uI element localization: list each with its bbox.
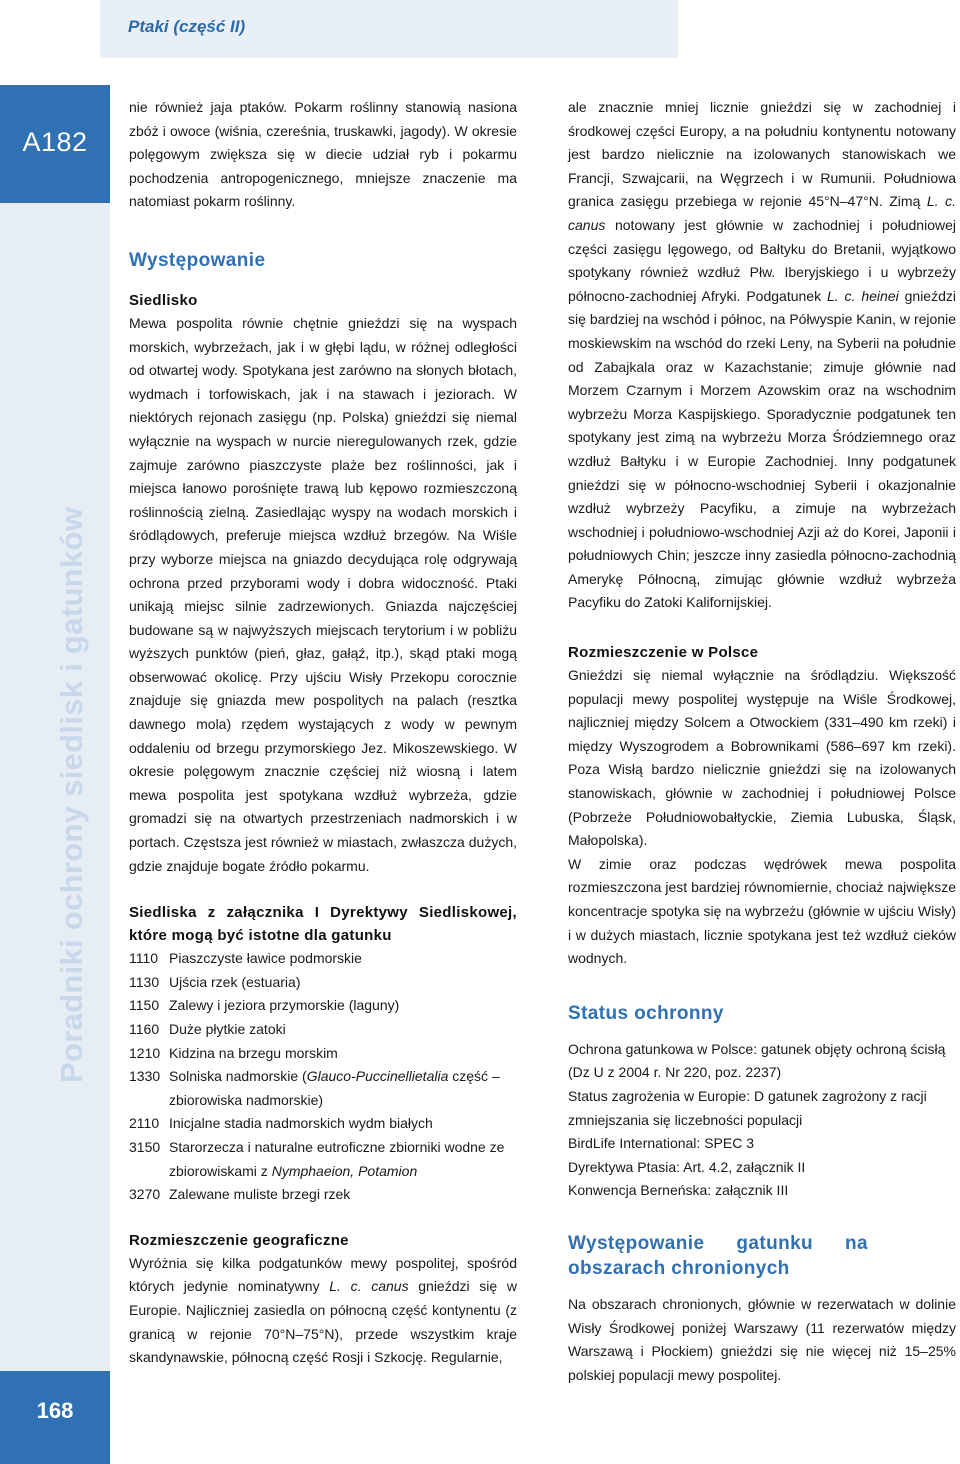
poland-paragraph-1: Gnieździ się niemal wyłącznie na śródlądziu. Większość populacji mewy pospolitej występuje na Wiśle Środkowej, najliczniej między Solcem a Otwockiem (331–490 km rzeki) i między Wyszogrodem a Bobrownikami (586–697 km rzeki). Poza Wisłą bardzo nielicznie gnieździ się na izolowanych stanowiskach, głównie w zachodniej i południowej Polsce (Pobrzeże Południowobałtyckie, Ziemia Lubuska, Śląsk, Małopolska). xyxy=(568,667,956,849)
annex-name: Inicjalne stadia nadmorskich wydm białych xyxy=(169,1115,433,1132)
page-number-box xyxy=(0,1371,110,1464)
annex-heading: Siedliska z załącznika I Dyrektywy Siedliskowej, które mogą być istotne dla gatunku xyxy=(129,904,517,945)
annex-code: 1330 xyxy=(129,1068,161,1085)
status-line: Ochrona gatunkowa w Polsce: gatunek objęty ochroną ścisłą (Dz U z 2004 r. Nr 220, poz. 2237) xyxy=(568,1040,946,1081)
species-code-box xyxy=(0,85,110,203)
annex-code: 2110 xyxy=(129,1115,160,1132)
annex-item xyxy=(129,1112,517,1136)
annex-code: 3270 xyxy=(129,1186,161,1203)
poland-paragraph-2: W zimie oraz podczas wędrówek mewa pospolita rozmieszczona jest bardziej równomiernie, chociaż największe koncentracje spotyka się na wybrzeżu (głównie w ujściu Wisły) i w dużych miastach, licznie spotykana jest też wzdłuż cieków wodnych. xyxy=(568,855,956,967)
status-line: Status zagrożenia w Europie: D gatunek zagrożony z racji zmniejszania się liczebności populacji xyxy=(568,1087,927,1128)
status-list xyxy=(568,1038,956,1203)
annex-name-part: Starorzecza i naturalne eutroficzne zbiorniki wodne ze zbiorowiskami z xyxy=(169,1138,505,1179)
geo-continued-paragraph: ale znacznie mniej licznie gnieździ się w zachodniej i środkowej części Europy, a na południu kontynentu notowany jest bardzo nielicznie na izolowanych stanowiskach we Francji, Szwajcarii, na Węgrzech i w Rumunii. Południowa granica zasięgu przebiega w rejonie 45°N–47°N. Zimą L. c. canus notowany jest głównie w zachodniej i południowej części zasięgu lęgowego, od Bałtyku do Bretanii, wyjątkowo spotykany również wzdłuż Płw. Iberyjskiego i u wybrzeży północno-zachodniej Afryki. Podgatunek L. c. heinei gnieździ się bardziej na wschód i północ, na Półwyspie Kanin, w rejonie moskiewskim na wschód do rzeki Leny, na Syberii na południe od Zabajkala oraz w Kazachstanie; zimuje głównie nad Morzem Czarnym i Morzem Azowskim oraz na wschodnim wybrzeżu Morza Kaspijskiego. Sporadycznie podgatunek ten spotykany jest zimą na wybrzeżu Morza Śródziemnego oraz wzdłuż Bałtyku i w Europie Zachodniej. Inny podgatunek gnieździ się w północno-wschodniej Syberii i okazjonalnie wzdłuż wybrzeży Pacyfiku, a zimuje na wybrzeżach wschodniej i południowo-wschodniej Azji aż do Korei, Japonii i południowych Chin; jeszcze inny zasiedla północno-zachodnią Amerykę Północną, zimując głównie wzdłuż wybrzeża Pacyfiku do Zatoki Kalifornijskiej. xyxy=(568,99,956,611)
annex-name: Zalewane muliste brzegi rzek xyxy=(169,1186,351,1203)
status-heading: Status ochronny xyxy=(568,1002,724,1024)
poland-heading: Rozmieszczenie w Polsce xyxy=(568,644,759,662)
annex-item xyxy=(129,1018,517,1042)
annex-name-part: Solniska nadmorskie ( xyxy=(169,1068,307,1085)
page-number: 168 xyxy=(36,1398,74,1423)
annex-item xyxy=(129,1183,517,1207)
page-header-title: Ptaki (część II) xyxy=(128,17,246,36)
annex-item xyxy=(129,1042,517,1066)
status-line: Dyrektywa Ptasia: Art. 4.2, załącznik II xyxy=(568,1158,806,1175)
annex-name: Piaszczyste ławice podmorskie xyxy=(169,950,362,967)
annex-code: 1150 xyxy=(129,997,160,1014)
annex-name-latin: Glauco-Puccinellietalia xyxy=(306,1068,449,1085)
annex-name: Kidzina na brzegu morskim xyxy=(169,1044,338,1061)
species-code: A182 xyxy=(22,127,88,157)
intro-paragraph: nie również jaja ptaków. Pokarm roślinny stanowią nasiona zbóż i owoce (wiśnia, czereśnia, truskawki, jagody). W okresie polęgowym zwiększa się w diecie udział ryb i pokarmu pochodzenia antropogenicznego, mniejsze znaczenie ma natomiast pokarm roślinny. xyxy=(129,99,517,210)
geo-paragraph: Wyróżnia się kilka podgatunków mewy pospolitej, spośród których jedynie nominatywny L. c. canus gnieździ się w Europie. Najliczniej zasiedla on północną część kontynentu (z granicą w rejonie 70°N–75°N), przede wszystkim kraje skandynawskie, północną część Rosji i Szkocję. Regularnie, xyxy=(129,1254,517,1366)
annex-code: 3150 xyxy=(129,1138,161,1155)
annex-item xyxy=(129,1065,517,1112)
annex-item xyxy=(129,947,517,971)
annex-item xyxy=(129,971,517,995)
annex-item xyxy=(129,994,517,1018)
habitat-heading: Siedlisko xyxy=(129,291,198,309)
right-column xyxy=(568,96,956,1387)
habitat-paragraph: Mewa pospolita równie chętnie gnieździ się na wyspach morskich, wybrzeżach, jak i w głębi lądu, w różnej odległości od otwartej wody. Spotykana jest zarówno na słonych błotach, wydmach i torfowiskach, jak i na stawach i jeziorach. W niektórych rejonach zasięgu (np. Polska) gnieździ się niemal wyłącznie na wyspach w nurcie nieregulowanych rzek, gdzie zajmuje zarówno piaszczyste plaże bez roślinności, jak i miejsca łanowo porośnięte trawą lub kępowo rozmieszczoną roślinnością zielną. Zasiedlając wyspy na wodach morskich i śródlądowych, preferuje miejsca wzdłuż brzegów. Na Wiśle przy wyborze miejsca na gniazdo decydująca rolę odgrywają ochrona przed przyborami wody i dobra widoczność. Ptaki unikają miejsc silnie zadrzewionych. Gniazda najczęściej budowane są w najwyższych miejscach terytorium i w pobliżu wyższych punktów (pień, głaz, gałąź, itp.), skąd ptaki mogą obserwować okolicę. Przy ujściu Wisły Przekopu corocznie znajduje się gniazda mew pospolitych na palach (resztka dawnego mola) rzędem wystających z wody w pewnym oddaleniu od brzegu przymorskiego Jez. Mikoszewskiego. W okresie polęgowym znacznie częściej niż wiosną i latem mewa pospolita jest spotykana wzdłuż wybrzeża, gdzie gromadzi się na otwartych przestrzeniach nadmorskich i w portach. Częstsza jest również w miastach, zwłaszcza dużych, gdzie znajduje bogate źródło pokarmu. xyxy=(129,314,517,874)
annex-code: 1160 xyxy=(129,1021,160,1037)
status-line: Konwencja Berneńska: załącznik III xyxy=(568,1182,789,1199)
protected-areas-paragraph: Na obszarach chronionych, głównie w rezerwatach w dolinie Wisły Środkowej poniżej Warszawy (11 rezerwatów między Warszawą i Płockiem) gnieździ się nie więcej niż 15–25% polskiej populacji mewy pospolitej. xyxy=(568,1295,956,1383)
annex-name: Duże płytkie zatoki xyxy=(169,1021,286,1037)
annex-name-part: część – zbiorowiska nadmorskie) xyxy=(169,1068,500,1108)
taxon-name: L. c. canus xyxy=(329,1278,409,1295)
protected-areas-heading: Występowanie gatunku na obszarach chronionych xyxy=(568,1232,868,1279)
annex-name-latin: Nymphaeion, Potamion xyxy=(271,1162,418,1179)
annex-item xyxy=(129,1136,517,1183)
series-title: Poradniki ochrony siedlisk i gatunków xyxy=(54,506,89,1083)
status-line: BirdLife International: SPEC 3 xyxy=(568,1135,754,1152)
taxon-name: L. c. heinei xyxy=(826,287,899,304)
annex-name: Zalewy i jeziora przymorskie (laguny) xyxy=(169,997,400,1014)
annex-name: Ujścia rzek (estuaria) xyxy=(169,973,301,990)
occurrence-heading: Występowanie xyxy=(129,249,266,271)
left-column xyxy=(129,96,517,1370)
header-tab xyxy=(100,0,678,58)
annex-code: 1130 xyxy=(129,973,160,990)
annex-code: 1110 xyxy=(129,950,159,967)
annex-habitat-list xyxy=(129,947,517,1207)
annex-code: 1210 xyxy=(129,1044,161,1061)
taxon-name: L. c. canus xyxy=(568,193,956,233)
geo-heading: Rozmieszczenie geograficzne xyxy=(129,1231,349,1249)
